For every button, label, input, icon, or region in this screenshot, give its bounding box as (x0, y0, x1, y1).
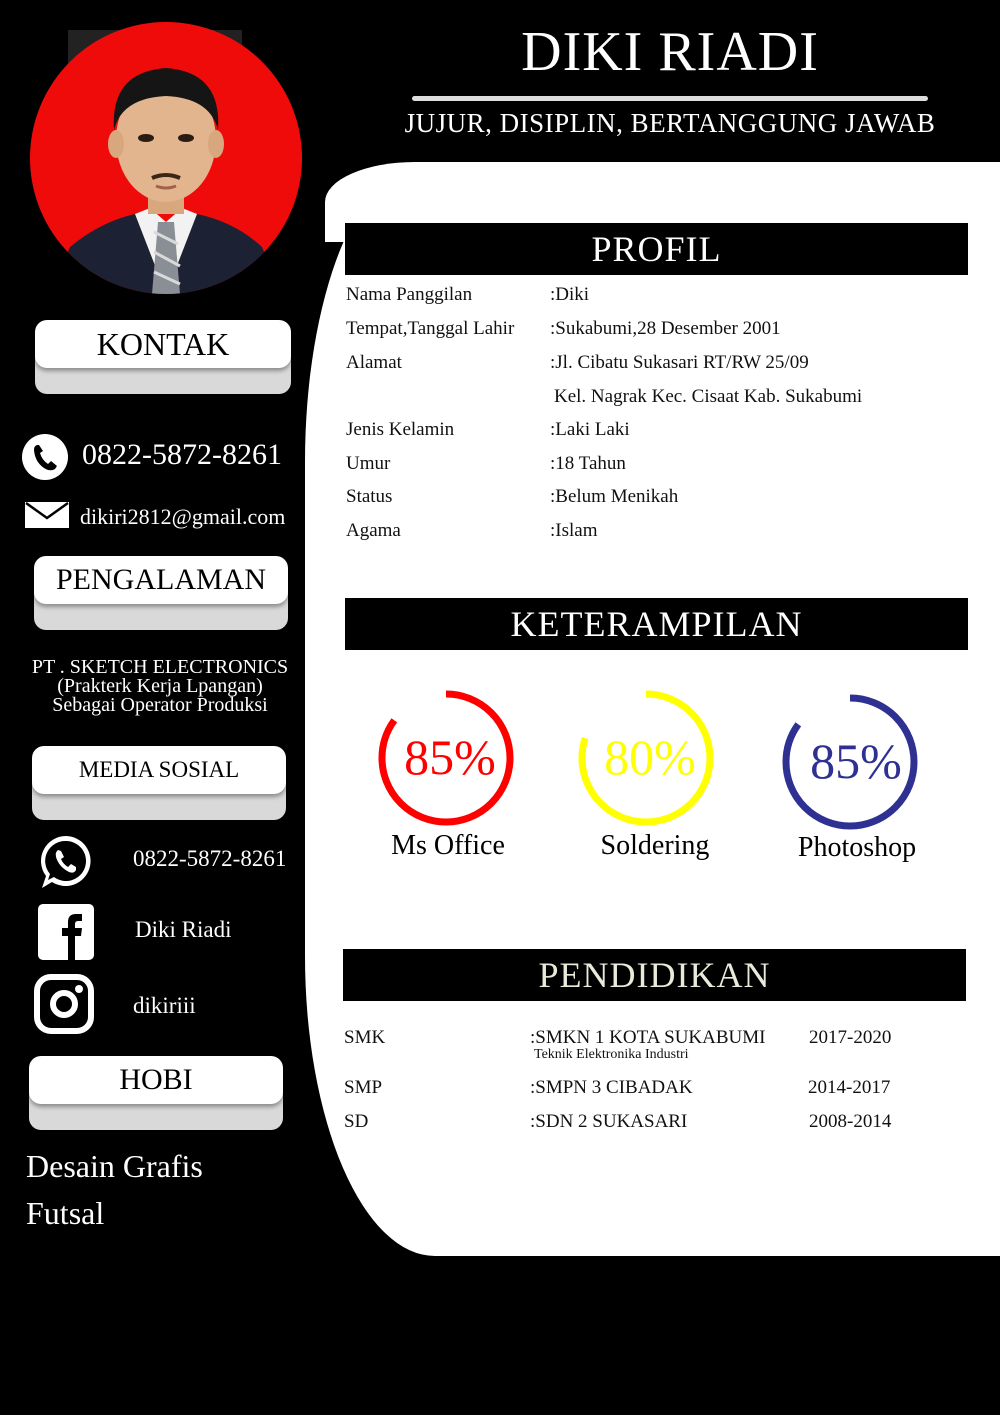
pengalaman-title: PENGALAMAN (34, 556, 288, 604)
whatsapp-number: 0822-5872-8261 (133, 846, 287, 871)
profil-value: :Diki (550, 284, 590, 305)
education-years: 2014-2017 (808, 1077, 891, 1098)
keterampilan-section-header (345, 598, 968, 650)
facebook-icon (38, 904, 94, 965)
tagline: JUJUR, DISIPLIN, BERTANGGUNG JAWAB (404, 108, 936, 138)
skill-gauge-soldering (582, 694, 710, 822)
experience-role: Sebagai Operator Produksi (52, 694, 268, 716)
profil-label: Umur (346, 453, 391, 474)
education-years: 2017-2020 (809, 1027, 892, 1048)
pengalaman-section-header (34, 556, 288, 606)
profil-value: :18 Tahun (550, 453, 626, 474)
skill-percent: 85% (810, 733, 902, 789)
header-divider (412, 96, 928, 101)
profil-label: Tempat,Tanggal Lahir (346, 318, 515, 339)
instagram-icon (34, 974, 94, 1039)
media-sosial-section-header (32, 746, 286, 796)
profil-label: Jenis Kelamin (346, 419, 455, 440)
profil-section-header (345, 223, 968, 275)
instagram-handle: dikiriii (133, 993, 196, 1018)
education-note: Teknik Elektronika Industri (534, 1047, 689, 1062)
profil-label: Status (346, 486, 393, 507)
full-name: DIKI RIADI (521, 21, 819, 83)
skill-name: Ms Office (391, 830, 505, 861)
profil-title: PROFIL (591, 229, 722, 269)
profil-value: :Sukabumi,28 Desember 2001 (550, 318, 781, 339)
education-level: SD (344, 1111, 369, 1132)
pendidikan-section-header (343, 949, 966, 1001)
phone-icon (22, 434, 68, 480)
skill-percent: 80% (604, 729, 696, 785)
hobby-item: Desain Grafis (26, 1148, 203, 1184)
experience-company: PT . SKETCH ELECTRONICS (31, 656, 289, 678)
profile-photo (30, 22, 302, 294)
education-level: SMP (344, 1077, 383, 1098)
experience-block (20, 658, 300, 715)
profil-label: Alamat (346, 352, 402, 373)
skill-name: Soldering (600, 830, 710, 861)
profil-label: Agama (346, 520, 401, 541)
education-school: :SMPN 3 CIBADAK (530, 1077, 693, 1098)
email-icon (25, 502, 69, 533)
profil-value: Kel. Nagrak Kec. Cisaat Kab. Sukabumi (554, 386, 863, 407)
kontak-title: KONTAK (35, 320, 291, 368)
profil-value: :Belum Menikah (550, 486, 679, 507)
kontak-section-header (35, 320, 291, 370)
experience-type: (Prakterk Kerja Lpangan) (57, 675, 263, 697)
education-level: SMK (344, 1027, 386, 1048)
hobby-item: Futsal (26, 1195, 105, 1231)
profil-value: :Islam (550, 520, 598, 541)
skill-gauge-ms-office (382, 694, 510, 822)
profil-value: :Jl. Cibatu Sukasari RT/RW 25/09 (550, 352, 809, 373)
skill-gauge-photoshop (786, 698, 914, 826)
skill-percent: 85% (404, 729, 496, 785)
profil-label: Nama Panggilan (346, 284, 473, 305)
profil-value: :Laki Laki (550, 419, 630, 440)
education-years: 2008-2014 (809, 1111, 892, 1132)
hobi-section-header (29, 1056, 283, 1106)
whatsapp-icon (36, 832, 96, 897)
person-silhouette-icon (30, 22, 302, 294)
media-sosial-title: MEDIA SOSIAL (32, 746, 286, 794)
pendidikan-title: PENDIDIKAN (538, 955, 771, 995)
phone-number: 0822-5872-8261 (82, 438, 282, 471)
hobi-title: HOBI (29, 1056, 283, 1104)
skill-name: Photoshop (797, 832, 917, 863)
facebook-name: Diki Riadi (135, 917, 232, 942)
keterampilan-title: KETERAMPILAN (510, 604, 803, 644)
education-school: :SMKN 1 KOTA SUKABUMI (530, 1027, 766, 1048)
education-school: :SDN 2 SUKASARI (530, 1111, 688, 1132)
email-address: dikiri2812@gmail.com (80, 504, 286, 529)
